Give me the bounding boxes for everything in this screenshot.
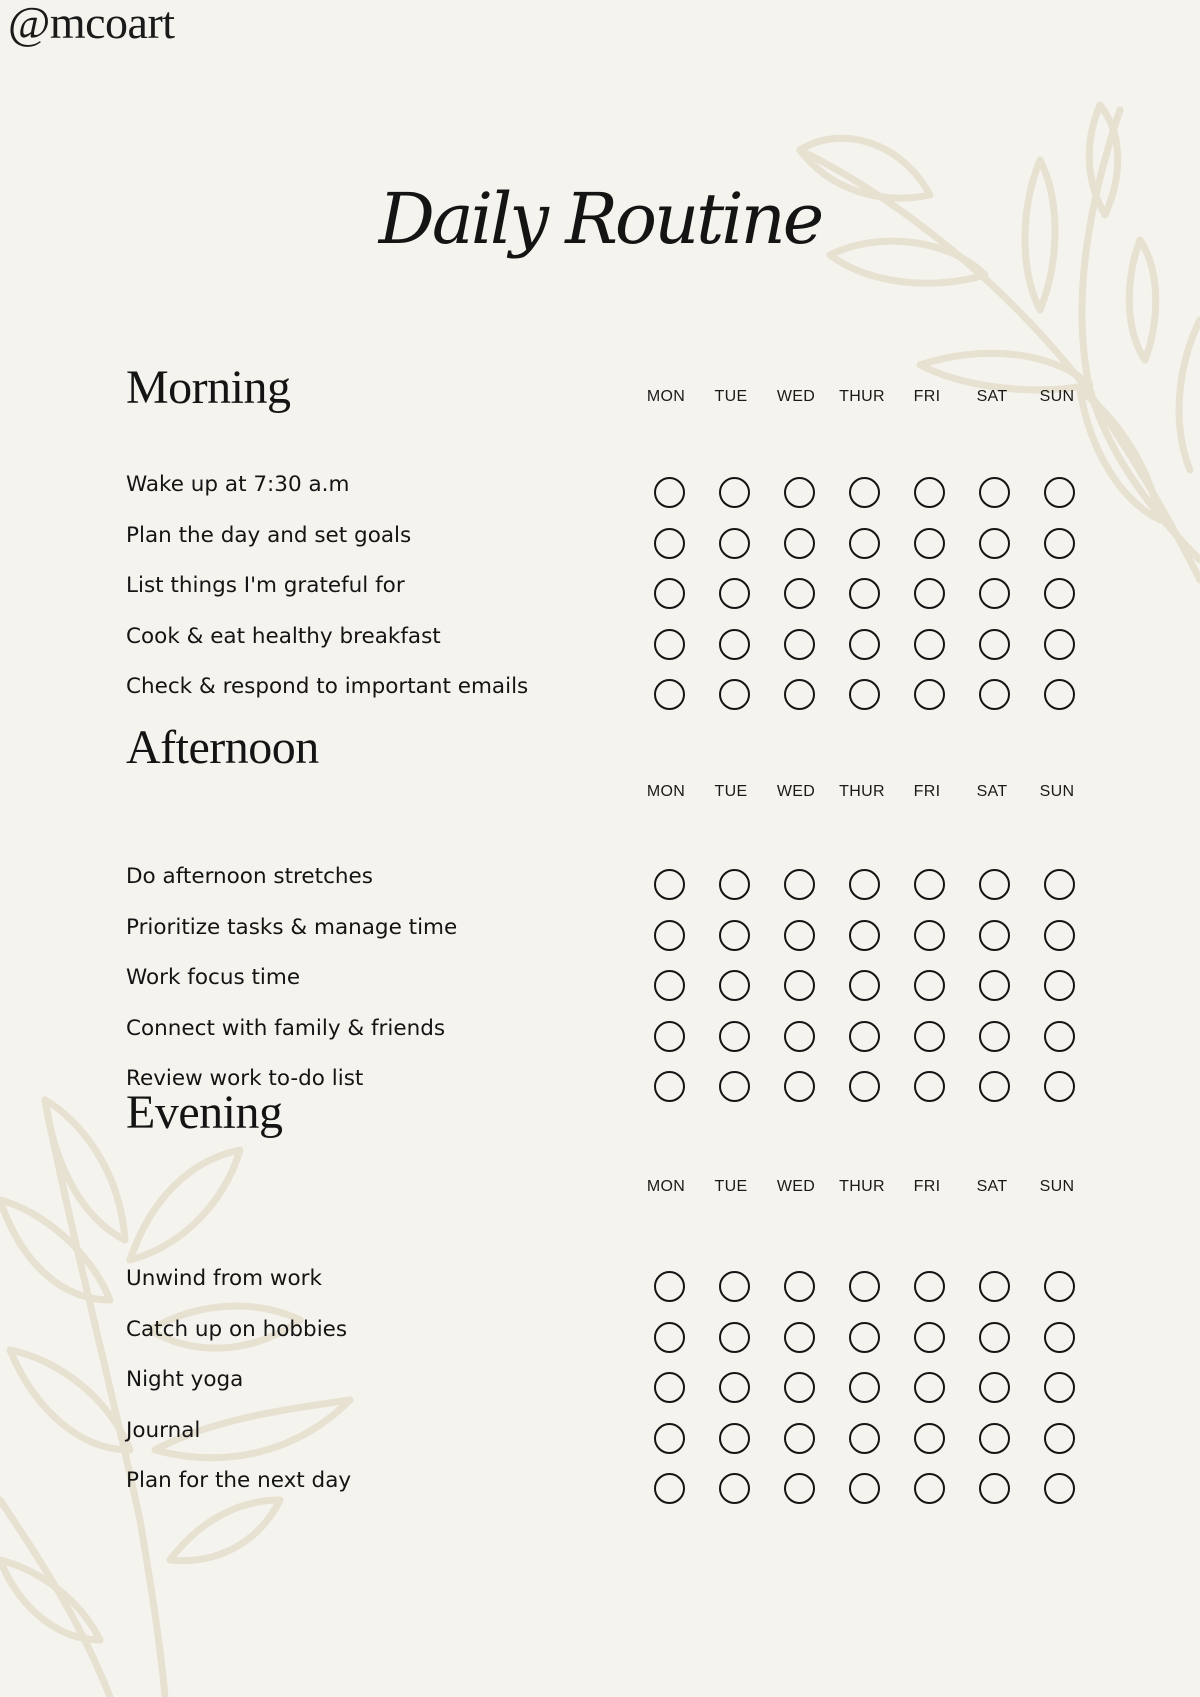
task-label: Catch up on hobbies: [126, 1316, 348, 1342]
checkbox-thur[interactable]: [849, 1423, 880, 1454]
task-label: Night yoga: [126, 1367, 244, 1392]
checkbox-mon[interactable]: [654, 1423, 685, 1454]
checkbox-thur[interactable]: [849, 1473, 880, 1504]
checkbox-wed[interactable]: [784, 679, 815, 710]
checkbox-thur[interactable]: [849, 869, 880, 900]
checkbox-fri[interactable]: [914, 1021, 945, 1052]
checkbox-sun[interactable]: [1044, 477, 1075, 508]
task-row: [0, 1468, 1200, 1507]
checkbox-thur[interactable]: [849, 528, 880, 559]
checkbox-sat[interactable]: [979, 869, 1010, 900]
checkbox-tue[interactable]: [719, 970, 750, 1001]
task-row: [0, 1417, 1200, 1457]
checkbox-sun[interactable]: [1044, 1322, 1075, 1353]
day-header-wed: WED: [776, 1178, 816, 1195]
checkbox-sun[interactable]: [1044, 1372, 1075, 1403]
task-label: Plan the day and set goals: [126, 522, 412, 548]
checkbox-tue[interactable]: [719, 578, 750, 609]
checkbox-mon[interactable]: [654, 869, 685, 900]
checkbox-wed[interactable]: [784, 578, 815, 609]
checkbox-tue[interactable]: [719, 1473, 750, 1504]
day-header-mon: MON: [646, 388, 686, 405]
task-label: Check & respond to important emails: [126, 674, 529, 699]
checkbox-mon[interactable]: [654, 629, 685, 660]
checkbox-fri[interactable]: [914, 528, 945, 559]
checkbox-tue[interactable]: [719, 1271, 750, 1302]
day-header-sat: SAT: [976, 388, 1008, 405]
checkbox-fri[interactable]: [914, 629, 945, 660]
checkbox-sun[interactable]: [1044, 920, 1075, 951]
checkbox-tue[interactable]: [719, 1423, 750, 1454]
task-row: [0, 914, 1200, 954]
watermark-handle: @mcoart: [8, 0, 175, 48]
checkbox-tue[interactable]: [719, 679, 750, 710]
day-header-fri: FRI: [913, 783, 941, 800]
checkbox-thur[interactable]: [849, 970, 880, 1001]
checkbox-wed[interactable]: [784, 869, 815, 900]
checkbox-wed[interactable]: [784, 970, 815, 1001]
checkbox-sun[interactable]: [1044, 1021, 1075, 1052]
day-header-mon: MON: [646, 783, 686, 800]
checkbox-fri[interactable]: [914, 1271, 945, 1302]
checkbox-sun[interactable]: [1044, 578, 1075, 609]
checkbox-mon[interactable]: [654, 1372, 685, 1403]
checkbox-sun[interactable]: [1044, 679, 1075, 710]
checkbox-thur[interactable]: [849, 679, 880, 710]
task-row: [0, 472, 1200, 511]
checkbox-tue[interactable]: [719, 629, 750, 660]
checkbox-fri[interactable]: [914, 477, 945, 508]
checkbox-thur[interactable]: [849, 920, 880, 951]
task-row: [0, 1015, 1200, 1055]
task-label: Connect with family & friends: [126, 1015, 446, 1041]
task-row: [0, 1367, 1200, 1406]
checkbox-tue[interactable]: [719, 869, 750, 900]
task-label: Review work to-do list: [126, 1066, 364, 1091]
day-header-thur: THUR: [839, 1178, 885, 1195]
section-title-morning: Morning: [126, 361, 291, 414]
day-header-tue: TUE: [714, 388, 748, 405]
checkbox-tue[interactable]: [719, 477, 750, 508]
checkbox-sun[interactable]: [1044, 1473, 1075, 1504]
checkbox-sun[interactable]: [1044, 1423, 1075, 1454]
day-header-sun: SUN: [1039, 1178, 1075, 1195]
day-header-fri: FRI: [913, 1178, 941, 1195]
day-header-wed: WED: [776, 783, 816, 800]
checkbox-tue[interactable]: [719, 528, 750, 559]
checkbox-thur[interactable]: [849, 1372, 880, 1403]
page-title: Daily Routine: [378, 178, 822, 260]
checkbox-thur[interactable]: [849, 629, 880, 660]
checkbox-mon[interactable]: [654, 920, 685, 951]
checkbox-fri[interactable]: [914, 1473, 945, 1504]
checkbox-fri[interactable]: [914, 679, 945, 710]
task-row: [0, 864, 1200, 903]
day-header-wed: WED: [776, 388, 816, 405]
day-header-sun: SUN: [1039, 783, 1075, 800]
checkbox-mon[interactable]: [654, 679, 685, 710]
checkbox-tue[interactable]: [719, 1071, 750, 1102]
checkbox-mon[interactable]: [654, 477, 685, 508]
day-header-sun: SUN: [1039, 388, 1075, 405]
checkbox-wed[interactable]: [784, 1021, 815, 1052]
checkbox-thur[interactable]: [849, 1071, 880, 1102]
checkbox-sun[interactable]: [1044, 1271, 1075, 1302]
checkbox-thur[interactable]: [849, 1271, 880, 1302]
checkbox-sun[interactable]: [1044, 1071, 1075, 1102]
task-label: Do afternoon stretches: [126, 864, 373, 889]
checkbox-fri[interactable]: [914, 1071, 945, 1102]
checkbox-wed[interactable]: [784, 528, 815, 559]
checkbox-tue[interactable]: [719, 920, 750, 951]
checkbox-fri[interactable]: [914, 1322, 945, 1353]
checkbox-wed[interactable]: [784, 920, 815, 951]
checkbox-mon[interactable]: [654, 1322, 685, 1353]
checkbox-fri[interactable]: [914, 1372, 945, 1403]
day-header-sat: SAT: [976, 1178, 1008, 1195]
checkbox-sat[interactable]: [979, 679, 1010, 710]
task-label: Unwind from work: [126, 1266, 322, 1291]
section-title-evening: Evening: [126, 1086, 283, 1139]
task-label: Wake up at 7:30 a.m: [126, 472, 350, 497]
checkbox-fri[interactable]: [914, 920, 945, 951]
checkbox-sat[interactable]: [979, 477, 1010, 508]
checkbox-wed[interactable]: [784, 1473, 815, 1504]
checkbox-mon[interactable]: [654, 578, 685, 609]
checkbox-mon[interactable]: [654, 528, 685, 559]
checkbox-sun[interactable]: [1044, 528, 1075, 559]
day-header-thur: THUR: [839, 388, 885, 405]
checkbox-thur[interactable]: [849, 578, 880, 609]
checkbox-thur[interactable]: [849, 477, 880, 508]
task-row: [0, 623, 1200, 663]
checkbox-tue[interactable]: [719, 1021, 750, 1052]
checkbox-sat[interactable]: [979, 970, 1010, 1001]
checkbox-fri[interactable]: [914, 970, 945, 1001]
task-row: [0, 1266, 1200, 1305]
checkbox-sat[interactable]: [979, 1071, 1010, 1102]
checkbox-mon[interactable]: [654, 1021, 685, 1052]
day-header-sat: SAT: [976, 783, 1008, 800]
checkbox-mon[interactable]: [654, 1071, 685, 1102]
checkbox-wed[interactable]: [784, 477, 815, 508]
checkbox-fri[interactable]: [914, 1423, 945, 1454]
section-title-afternoon: Afternoon: [126, 721, 319, 774]
checkbox-sat[interactable]: [979, 1372, 1010, 1403]
checkbox-mon[interactable]: [654, 1271, 685, 1302]
day-header-thur: THUR: [839, 783, 885, 800]
task-label: List things I'm grateful for: [126, 573, 405, 598]
day-header-fri: FRI: [913, 388, 941, 405]
checkbox-sat[interactable]: [979, 920, 1010, 951]
checkbox-tue[interactable]: [719, 1372, 750, 1403]
task-row: [0, 522, 1200, 562]
task-label: Cook & eat healthy breakfast: [126, 623, 441, 649]
task-row: [0, 674, 1200, 713]
task-label: Prioritize tasks & manage time: [126, 914, 458, 940]
checkbox-wed[interactable]: [784, 1423, 815, 1454]
checkbox-thur[interactable]: [849, 1021, 880, 1052]
checkbox-sat[interactable]: [979, 1322, 1010, 1353]
day-header-tue: TUE: [714, 783, 748, 800]
checkbox-fri[interactable]: [914, 869, 945, 900]
checkbox-sat[interactable]: [979, 1423, 1010, 1454]
task-row: [0, 1316, 1200, 1356]
checkbox-sat[interactable]: [979, 629, 1010, 660]
checkbox-sun[interactable]: [1044, 629, 1075, 660]
checkbox-wed[interactable]: [784, 1322, 815, 1353]
checkbox-fri[interactable]: [914, 578, 945, 609]
task-label: Journal: [126, 1417, 201, 1443]
checkbox-mon[interactable]: [654, 1473, 685, 1504]
checkbox-sat[interactable]: [979, 1021, 1010, 1052]
task-row: [0, 965, 1200, 1004]
task-row: [0, 573, 1200, 612]
checkbox-sat[interactable]: [979, 1473, 1010, 1504]
checkbox-sat[interactable]: [979, 578, 1010, 609]
checkbox-wed[interactable]: [784, 629, 815, 660]
checkbox-wed[interactable]: [784, 1071, 815, 1102]
checkbox-wed[interactable]: [784, 1271, 815, 1302]
task-label: Work focus time: [126, 965, 301, 990]
checkbox-sat[interactable]: [979, 1271, 1010, 1302]
checkbox-tue[interactable]: [719, 1322, 750, 1353]
day-header-tue: TUE: [714, 1178, 748, 1195]
checkbox-sun[interactable]: [1044, 869, 1075, 900]
checkbox-sat[interactable]: [979, 528, 1010, 559]
task-label: Plan for the next day: [126, 1468, 352, 1493]
day-header-mon: MON: [646, 1178, 686, 1195]
checkbox-wed[interactable]: [784, 1372, 815, 1403]
checkbox-thur[interactable]: [849, 1322, 880, 1353]
checkbox-mon[interactable]: [654, 970, 685, 1001]
checkbox-sun[interactable]: [1044, 970, 1075, 1001]
